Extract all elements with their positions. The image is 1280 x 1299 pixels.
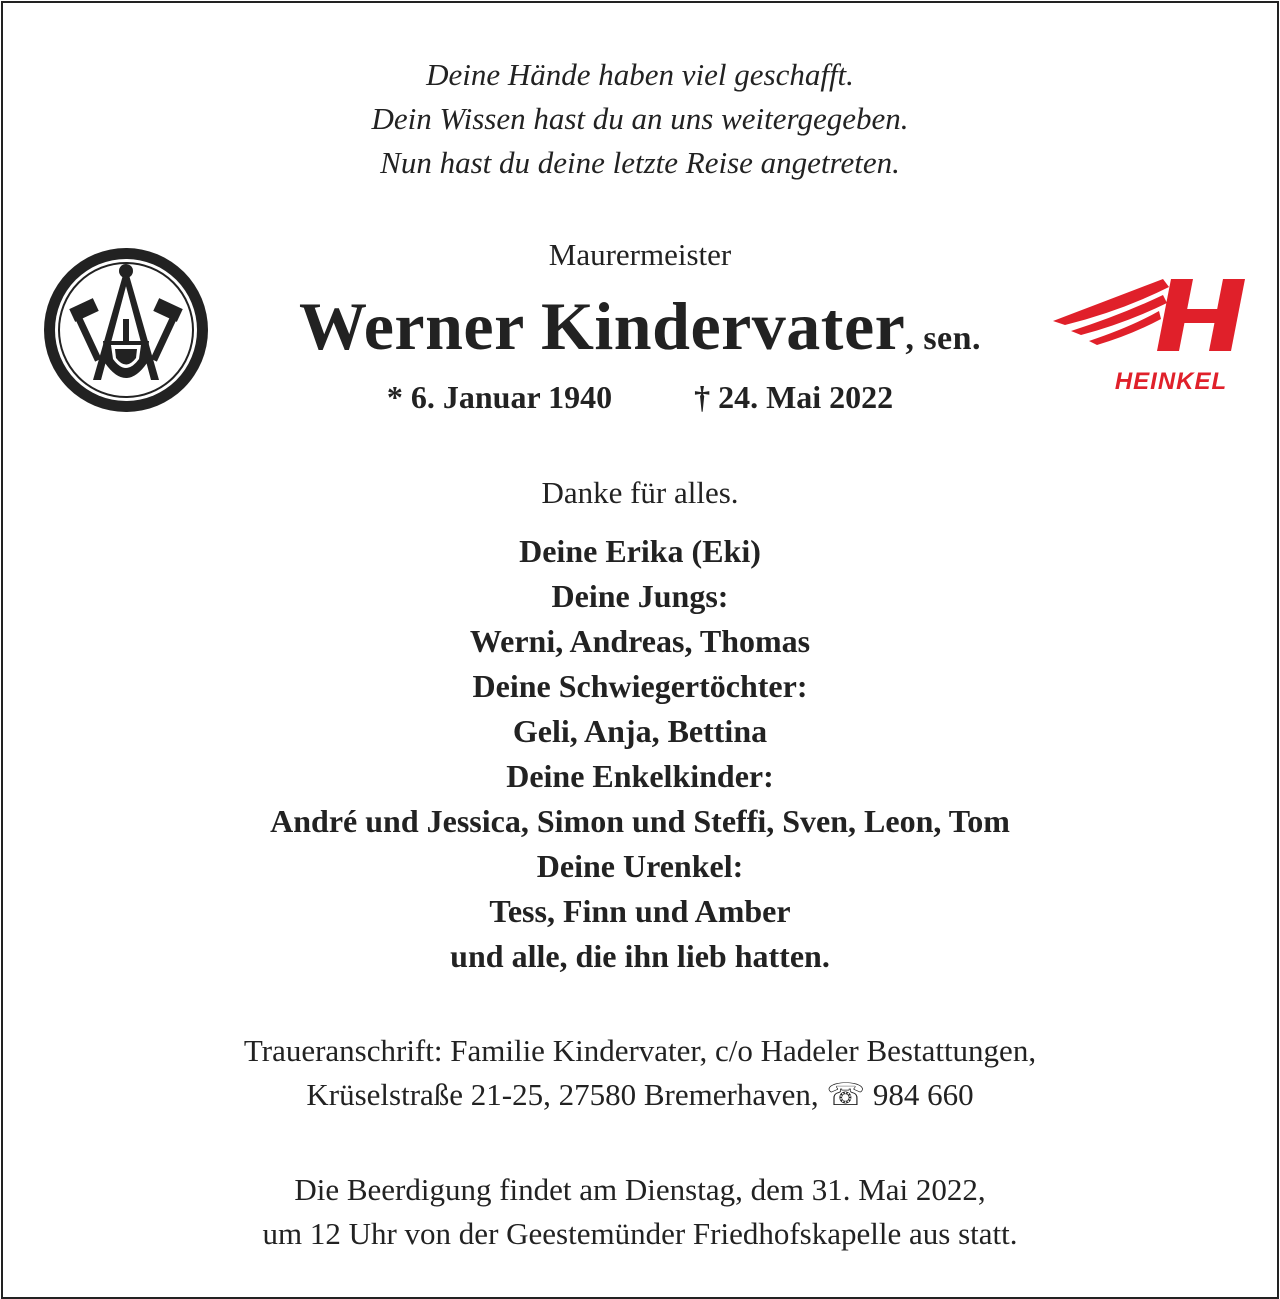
- motto-line-2: Dein Wissen hast du an uns weitergegeben.: [371, 101, 909, 136]
- thanks-line: Danke für alles.: [541, 475, 739, 510]
- address-line-1: Traueranschrift: Familie Kindervater, c/o Hadeler Bestattungen,: [243, 1033, 1037, 1068]
- family-line-10: und alle, die ihn lieb hatten.: [450, 938, 830, 974]
- motto-line-3: Nun hast du deine letzte Reise angetreten.: [380, 145, 900, 180]
- funeral-line-1: Die Beerdigung findet am Dienstag, dem 31. Mai 2022,: [294, 1172, 986, 1207]
- address-line-2: Krüselstraße 21-25, 27580 Bremerhaven, ☏ 984 660: [306, 1077, 974, 1112]
- motto-line-1: Deine Hände haben viel geschafft.: [426, 57, 854, 92]
- family-line-4: Deine Schwiegertöchter:: [472, 668, 808, 704]
- family-line-6: Deine Enkelkinder:: [506, 758, 774, 794]
- family-line-8: Deine Urenkel:: [536, 848, 744, 884]
- family-line-7: André und Jessica, Simon und Steffi, Sven, Leon, Tom: [270, 803, 1010, 839]
- family-line-9: Tess, Finn und Amber: [489, 893, 791, 929]
- funeral-line-2: um 12 Uhr von der Geestemünder Friedhofskapelle aus statt.: [262, 1216, 1018, 1251]
- family-line-3: Werni, Andreas, Thomas: [469, 623, 811, 659]
- profession: Maurermeister: [548, 237, 732, 272]
- birth-date: * 6. Januar 1940: [386, 379, 613, 415]
- family-line-1: Deine Erika (Eki): [519, 533, 761, 569]
- family-line-2: Deine Jungs:: [551, 578, 729, 614]
- heinkel-logo-text: HEINKEL: [1114, 368, 1228, 395]
- family-line-5: Geli, Anja, Bettina: [512, 713, 768, 749]
- name-suffix: , sen.: [905, 320, 982, 357]
- obituary-notice: [1, 1, 1279, 1299]
- name-main: Werner Kindervater: [298, 288, 906, 364]
- death-date: † 24. Mai 2022: [694, 379, 894, 415]
- heinkel-logo-icon: [1051, 259, 1251, 399]
